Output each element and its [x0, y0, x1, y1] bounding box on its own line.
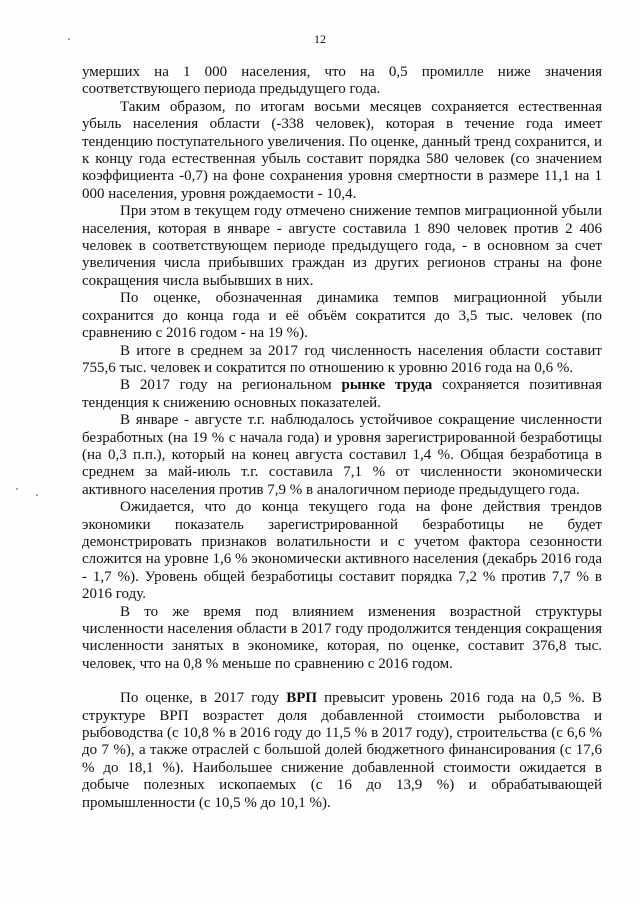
paragraph-unemployment-forecast	[82, 499, 602, 603]
paragraph-migration-forecast	[82, 290, 602, 342]
text-segment: превысит уровень 2016 года на 0,5 %. В структуре ВРП возрастет доля добавленной стоимости рыболовства и рыбоводства (с 10,8 % в 2016 году до 11,5 % в 2017 году), строительства (с 6,6 % до 7 %), а также отраслей с большой долей бюджетного финансирования (с 17,6 % до 18,1 %). Наибольшее снижение добавленной стоимости ожидается в добыче полезных ископаемых (с 16 до 13,9 %) и обрабатывающей промышленности (с 10,5 % до 10,1 %).	[82, 690, 602, 811]
text-segment: В итоге в среднем за 2017 год численность населения области составит 755,6 тыс. человек и сократится по отношению к уровню 2016 года на 0,6 %.	[82, 342, 602, 376]
text-segment: сохраняется позитивная тенденция к снижению основных показателей.	[82, 377, 602, 411]
text-segment: По оценке, обозначенная динамика темпов миграционной убыли сохранится до конца года и её объём сократится до 3,5 тыс. человек (по сравнению с 2016 годом - на 19 %).	[82, 290, 602, 342]
paragraph-population-total	[82, 343, 602, 378]
bold-term: рынке труда	[341, 377, 433, 394]
text-segment: В то же время под влиянием изменения возрастной структуры численности населения области в 2017 году продолжится тенденция сокращения численности занятых в экономике, которая, по оценке, составит 376,8 тыс. человек, что на 0,8 % меньше по сравнению с 2016 годом.	[82, 603, 602, 672]
text-segment: умерших на 1 000 населения, что на 0,5 промилле ниже значения соответствующего периода предыдущего года.	[82, 64, 602, 98]
scan-speck	[36, 494, 38, 496]
scan-speck	[68, 38, 70, 40]
paragraph-labor-market	[82, 377, 602, 412]
paragraph-natural-decline	[82, 99, 602, 203]
paragraph-unemployment	[82, 412, 602, 499]
paragraph-continuation	[82, 64, 602, 99]
paragraph-grp	[82, 690, 602, 812]
text-segment: По оценке, в 2017 году	[120, 690, 287, 707]
text-segment: В 2017 году на региональном	[120, 377, 342, 394]
paragraph-migration-decline	[82, 203, 602, 290]
text-segment: При этом в текущем году отмечено снижение темпов миграционной убыли населения, которая в январе - августе составила 1 890 человек против 2 406 человек в соответствующем периоде предыдущего года, - в основном за счет увеличения числа прибывших граждан из других регионов страны на фоне сокращения числа выбывших в них.	[82, 203, 602, 289]
text-segment: Ожидается, что до конца текущего года на фоне действия трендов экономики показатель зарегистрированной безработицы не будет демонстрировать признаков волатильности и с учетом фактора сезонности сложится на уровне 1,6 % экономически активного населения (декабрь 2016 года - 1,7 %). Уровень общей безработицы составит порядка 7,2 % против 7,7 % в 2016 году.	[82, 499, 602, 603]
document-body	[82, 64, 602, 812]
page-number: 12	[314, 32, 326, 46]
paragraph-employment	[82, 604, 602, 674]
bold-term: ВРП	[286, 690, 318, 707]
text-segment: В январе - августе т.г. наблюдалось устойчивое сокращение численности безработных (на 19 % с начала года) и уровня зарегистрированной безработицы (на 0,3 п.п.), который на конец августа составил 1,4 %. Общая безработица в среднем за май-июль т.г. составила 7,1 % от численности экономически активного населения против 7,9 % в аналогичном периоде предыдущего года.	[82, 412, 602, 498]
scan-speck	[16, 488, 18, 490]
text-segment: Таким образом, по итогам восьми месяцев сохраняется естественная убыль населения области (-338 человек), которая в течение года имеет тенденцию поступательного увеличения. По оценке, данный тренд сохранится, и к концу года естественная убыль составит порядка 580 человек (со значением коэффициента -0,7) на фоне сохранения уровня смертности в размере 11,1 на 1 000 населения, уровня рождаемости - 10,4.	[82, 98, 602, 202]
